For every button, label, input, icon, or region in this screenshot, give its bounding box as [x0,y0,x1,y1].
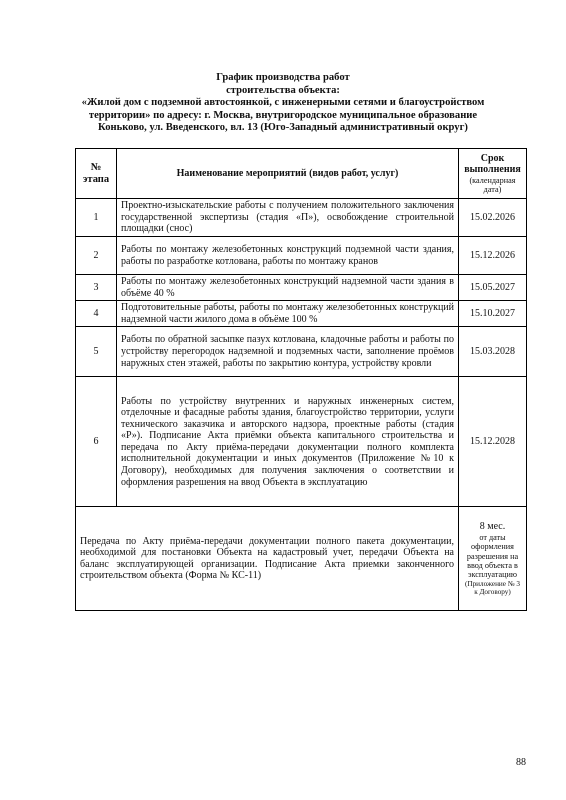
activity-description: Проектно-изыскательские работы с получением положительного заключения государственной экспертизы (стадия «П»), освобождение строительной площадки (снос) [117,199,459,237]
completion-date: 15.02.2026 [459,199,527,237]
final-term-description: от даты оформления разрешения на ввод объекта в эксплуатацию [466,532,519,580]
activity-description: Работы по устройству внутренних и наружных инженерных систем, отделочные и фасадные работы здания, благоустройство территории, услуги технического заказчика и авторского надзора, проектные работы (стадия «Р»). Подписание Акта приёмки объекта капитального строительства и передача по Акту приёма-передачи документации полного комплекта исполнительной документации и иных документов (Приложение №10 к Договору), необходимых для получения заключения о соответствии и оформления разрешения на ввод Объекта в эксплуатацию [117,377,459,507]
completion-date: 15.03.2028 [459,327,527,377]
stage-number: 5 [76,327,117,377]
stage-number: 1 [76,199,117,237]
completion-date: 15.12.2028 [459,377,527,507]
document-title [60,72,506,135]
header-stage-number [76,149,117,199]
table-row [76,275,527,301]
table-row [76,237,527,275]
activity-description: Подготовительные работы, работы по монтажу железобетонных конструкций надземной части жилого дома в объёме 100 % [117,301,459,327]
completion-date: 15.05.2027 [459,275,527,301]
table-row [76,327,527,377]
schedule-table [75,148,527,611]
table-header-row [76,149,527,199]
table-row [76,301,527,327]
activity-description: Работы по монтажу железобетонных конструкций надземной части здания в объёме 40 % [117,275,459,301]
title-line: «Жилой дом с подземной автостоянкой, с инженерными сетями и благоустройством [81,97,485,109]
final-term [459,507,527,611]
title-line: строительства объекта: [226,84,340,96]
header-activity-name: Наименование мероприятий (видов работ, услуг) [117,149,459,199]
header-term [459,149,527,199]
title-line: территории» по адресу: г. Москва, внутригородское муниципальное образование [88,109,478,121]
completion-date: 15.12.2026 [459,237,527,275]
title-line: Коньково, ул. Введенского, вл. 13 (Юго-Западный административный округ) [98,122,468,134]
activity-description: Работы по монтажу железобетонных конструкций подземной части здания, работы по разработке котлована, работы по монтажу кранов [117,237,459,275]
stage-number: 4 [76,301,117,327]
page-number: 88 [516,757,526,768]
header-term-note: (календарная дата) [469,175,516,195]
header-stage-label: этапа [82,173,110,185]
stage-number: 6 [76,377,117,507]
header-no-symbol: № [90,161,102,173]
header-term-line2: выполнения [464,164,521,176]
final-term-reference: (Приложение № 3 к Договору) [464,579,520,597]
completion-date: 15.10.2027 [459,301,527,327]
stage-number: 2 [76,237,117,275]
table-final-row [76,507,527,611]
final-term-main: 8 мес. [479,521,506,533]
final-activity-description: Передача по Акту приёма-передачи документации полного пакета документации, необходимой для постановки Объекта на кадастровый учет, передачи Объекта на баланс эксплуатирующей организации. Подписание Акта приемки законченного строительством объекта (Форма № КС-11) [76,507,459,611]
stage-number: 3 [76,275,117,301]
table-row [76,199,527,237]
header-term-line1: Срок [480,152,505,164]
activity-description: Работы по обратной засыпке пазух котлована, кладочные работы и работы по устройству перегородок надземной и подземных части, заполнение проёмов наружных стен этажей, работы по закрытию контура, устройству кровли [117,327,459,377]
table-row [76,377,527,507]
title-line: График производства работ [216,72,350,83]
